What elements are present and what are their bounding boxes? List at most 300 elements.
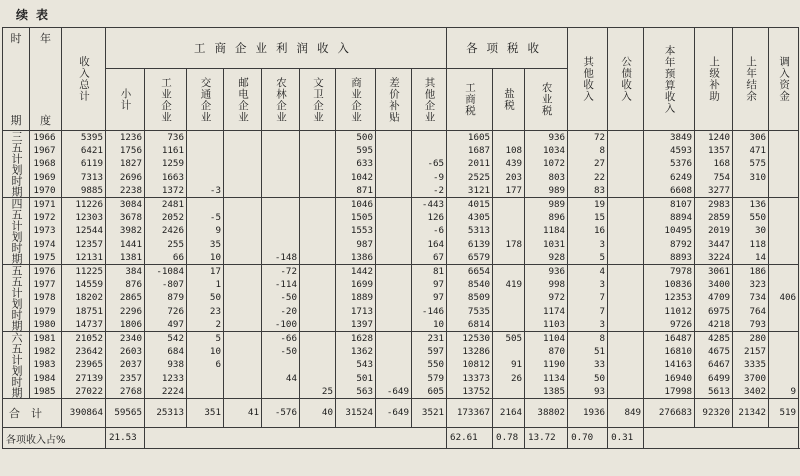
data-value: 186 xyxy=(749,266,767,278)
data-value: 2865 xyxy=(119,292,142,304)
data-value: 118 xyxy=(749,238,767,250)
data-value xyxy=(300,224,333,237)
data-value xyxy=(376,372,409,385)
data-value: 12353 xyxy=(664,292,693,304)
data-value xyxy=(493,345,522,358)
data-value: 12530 xyxy=(462,333,491,345)
data-value xyxy=(300,305,333,318)
data-value: 51 xyxy=(594,346,606,358)
header-year-top: 年 xyxy=(40,32,51,45)
data-value xyxy=(187,157,221,170)
data-value: 97 xyxy=(432,292,445,304)
data-value: 177 xyxy=(505,184,523,196)
data-value: 11226 xyxy=(75,199,103,211)
data-value xyxy=(608,332,641,345)
data-value: 1190 xyxy=(542,359,566,371)
data-value: 1372 xyxy=(161,184,184,196)
percent-row-label: 各项收入占% xyxy=(3,428,106,449)
data-value xyxy=(224,265,259,278)
data-value: 928 xyxy=(548,251,566,263)
data-value: 1072 xyxy=(542,158,566,170)
value-column-cell xyxy=(145,265,187,332)
value-column-cell xyxy=(695,198,733,265)
data-value: 595 xyxy=(356,145,373,157)
data-value: 16940 xyxy=(664,372,693,384)
data-value xyxy=(187,372,221,385)
period-label: 五五计划时期 xyxy=(3,265,30,332)
data-value: 10 xyxy=(432,318,445,330)
data-value xyxy=(376,211,409,224)
data-value: 1386 xyxy=(350,251,373,263)
data-value: 3 xyxy=(599,279,606,291)
data-value xyxy=(376,305,409,318)
data-value: -20 xyxy=(280,305,297,317)
value-column-cell xyxy=(145,131,187,198)
header-industry: 工业企业 xyxy=(145,69,187,131)
data-value: 280 xyxy=(749,333,767,345)
data-value: 497 xyxy=(167,318,184,330)
data-value: 736 xyxy=(167,132,184,144)
data-value: 542 xyxy=(167,333,184,345)
value-column-cell xyxy=(187,332,224,399)
data-value: 870 xyxy=(548,346,566,358)
data-value: 6139 xyxy=(467,238,491,250)
data-value: 734 xyxy=(749,292,767,304)
data-value: 501 xyxy=(356,372,373,384)
period-block xyxy=(3,265,799,332)
period-block xyxy=(3,198,799,265)
data-value xyxy=(376,184,409,197)
data-value: 3 xyxy=(599,318,606,330)
data-value xyxy=(262,144,297,157)
data-value: 14737 xyxy=(75,318,103,330)
data-value: -72 xyxy=(280,266,297,278)
total-cell: 59565 xyxy=(106,399,145,428)
data-value xyxy=(300,358,333,371)
value-column-cell xyxy=(447,131,493,198)
data-value: 5613 xyxy=(707,385,731,397)
data-value: 1442 xyxy=(350,266,373,278)
data-value: 1756 xyxy=(119,145,142,157)
data-value xyxy=(376,157,409,170)
period-label: 三五计划时期 xyxy=(3,131,30,198)
year-value: 1970 xyxy=(33,184,56,196)
data-value xyxy=(493,211,522,224)
percent-empty xyxy=(644,428,799,449)
data-value: 987 xyxy=(356,238,373,250)
data-value xyxy=(224,385,259,398)
header-total-revenue: 收入总计 xyxy=(62,28,106,131)
value-column-cell xyxy=(412,131,447,198)
header-transport: 交通企业 xyxy=(187,69,224,131)
data-value xyxy=(262,131,297,144)
data-value: -114 xyxy=(274,279,297,291)
data-value: 1031 xyxy=(542,238,566,250)
data-value xyxy=(608,171,641,184)
total-cell: 1936 xyxy=(568,399,608,428)
value-column-cell xyxy=(224,332,262,399)
value-column-cell xyxy=(412,198,447,265)
data-value xyxy=(224,318,259,331)
data-value: -649 xyxy=(386,385,409,397)
data-value xyxy=(769,144,796,157)
data-value: 8107 xyxy=(669,199,693,211)
value-column-cell xyxy=(733,332,769,399)
data-value xyxy=(262,184,297,197)
data-value xyxy=(493,224,522,237)
period-block xyxy=(3,131,799,198)
data-value xyxy=(300,171,333,184)
data-value xyxy=(300,251,333,264)
data-value xyxy=(224,171,259,184)
value-column-cell xyxy=(376,265,412,332)
data-value: 6608 xyxy=(669,184,693,196)
data-value: 4593 xyxy=(669,145,693,157)
data-value: 17998 xyxy=(664,385,693,397)
data-value xyxy=(376,291,409,304)
data-value xyxy=(493,198,522,211)
value-column-cell xyxy=(493,131,525,198)
data-value: 2696 xyxy=(119,171,142,183)
value-column-cell xyxy=(447,332,493,399)
value-column-cell xyxy=(300,332,336,399)
data-value: 1806 xyxy=(119,318,142,330)
data-value: 14163 xyxy=(664,359,693,371)
data-value: 419 xyxy=(505,279,523,291)
data-value xyxy=(733,184,766,197)
data-value xyxy=(300,131,333,144)
data-value: 108 xyxy=(505,145,523,157)
value-column-cell xyxy=(376,332,412,399)
data-value: 44 xyxy=(285,372,297,384)
data-value: 550 xyxy=(427,359,445,371)
data-value xyxy=(608,291,641,304)
data-value: 3277 xyxy=(707,184,731,196)
data-value: 1042 xyxy=(350,171,373,183)
value-column-cell xyxy=(608,198,644,265)
value-column-cell xyxy=(412,265,447,332)
data-value: 575 xyxy=(749,158,767,170)
data-value xyxy=(493,385,522,398)
data-value xyxy=(376,131,409,144)
data-value xyxy=(769,251,796,264)
value-column-cell xyxy=(695,332,733,399)
data-value xyxy=(300,198,333,211)
data-value: 896 xyxy=(548,212,566,224)
data-value: 27139 xyxy=(75,372,103,384)
data-value xyxy=(769,372,796,385)
data-value: 26 xyxy=(510,372,523,384)
total-cell: 21342 xyxy=(733,399,769,428)
value-column-cell xyxy=(733,198,769,265)
data-value: 793 xyxy=(749,318,767,330)
value-column-cell xyxy=(733,131,769,198)
data-value xyxy=(376,278,409,291)
data-value: 231 xyxy=(427,333,445,345)
data-value: -5 xyxy=(209,212,221,224)
data-value xyxy=(608,131,641,144)
data-value xyxy=(769,345,796,358)
total-cell: 519 xyxy=(769,399,799,428)
percent-cell: 0.78 xyxy=(493,428,525,449)
data-value xyxy=(224,251,259,264)
total-cell: 276683 xyxy=(644,399,695,428)
data-value xyxy=(608,211,641,224)
data-value: 4015 xyxy=(467,199,491,211)
data-value xyxy=(769,238,796,251)
data-value xyxy=(769,131,796,144)
data-value: -148 xyxy=(274,251,297,263)
data-value: 6 xyxy=(215,359,221,371)
data-value xyxy=(608,345,641,358)
data-value: 6579 xyxy=(467,251,491,263)
data-value: -9 xyxy=(432,171,445,183)
value-column-cell xyxy=(62,332,106,399)
data-value: 91 xyxy=(510,359,523,371)
header-year xyxy=(30,28,62,131)
data-value: 1357 xyxy=(707,145,731,157)
data-value xyxy=(608,198,641,211)
data-value: 8894 xyxy=(669,212,693,224)
data-value: 4 xyxy=(599,266,606,278)
header-period-top: 时 xyxy=(10,32,22,45)
value-column-cell xyxy=(224,198,262,265)
data-value xyxy=(608,224,641,237)
data-value xyxy=(187,385,221,398)
year-column-cell xyxy=(30,198,62,265)
data-value xyxy=(262,224,297,237)
value-column-cell xyxy=(336,131,376,198)
data-value: 3400 xyxy=(707,279,731,291)
data-value: 7313 xyxy=(80,171,103,183)
value-column-cell xyxy=(336,332,376,399)
data-value: 1505 xyxy=(350,212,373,224)
data-value: 803 xyxy=(548,171,566,183)
period-label: 四五计划时期 xyxy=(3,198,30,265)
value-column-cell xyxy=(769,198,799,265)
data-value xyxy=(608,144,641,157)
data-value: 3335 xyxy=(743,359,767,371)
table-caption: 续表 xyxy=(16,8,57,22)
value-column-cell xyxy=(262,265,300,332)
data-value: 1553 xyxy=(350,225,373,237)
data-value: 2603 xyxy=(119,346,142,358)
data-value: 2157 xyxy=(743,346,767,358)
data-value: 936 xyxy=(548,132,566,144)
data-value: -2 xyxy=(432,184,445,196)
data-value: 1259 xyxy=(161,158,184,170)
data-value: 3224 xyxy=(707,251,731,263)
data-value: 83 xyxy=(594,184,606,196)
data-value xyxy=(300,278,333,291)
data-value: -1084 xyxy=(156,266,184,278)
data-value: 1663 xyxy=(161,171,184,183)
data-value xyxy=(224,358,259,371)
data-value: 876 xyxy=(125,279,142,291)
data-value xyxy=(376,358,409,371)
data-value: 323 xyxy=(749,279,767,291)
data-value: 3447 xyxy=(707,238,731,250)
data-value: 563 xyxy=(356,385,373,397)
data-value xyxy=(300,372,333,385)
header-budget-income: 本年预算收入 xyxy=(644,28,695,131)
data-value: 66 xyxy=(172,251,184,263)
value-column-cell xyxy=(106,332,145,399)
data-value: 126 xyxy=(427,212,445,224)
year-value: 1980 xyxy=(33,318,56,330)
data-value: -50 xyxy=(280,292,297,304)
value-column-cell xyxy=(145,332,187,399)
year-value: 1982 xyxy=(33,346,56,358)
value-column-cell xyxy=(447,265,493,332)
header-commerce-tax: 工商税 xyxy=(447,69,493,131)
data-value xyxy=(224,238,259,251)
data-value: 597 xyxy=(427,346,445,358)
header-agriforest: 农林企业 xyxy=(262,69,300,131)
data-value: 684 xyxy=(167,346,184,358)
data-value: 10 xyxy=(209,251,221,263)
data-value: 14 xyxy=(755,251,767,263)
data-value: 2859 xyxy=(707,212,731,224)
data-value: 1134 xyxy=(542,372,566,384)
data-value xyxy=(769,358,796,371)
data-value: 5313 xyxy=(467,225,491,237)
year-value: 1976 xyxy=(33,266,56,278)
total-cell: 41 xyxy=(224,399,262,428)
data-value: 17 xyxy=(209,266,221,278)
data-value: 1713 xyxy=(350,305,373,317)
value-column-cell xyxy=(608,265,644,332)
value-column-cell xyxy=(106,131,145,198)
data-value: 989 xyxy=(548,184,566,196)
data-value: 21052 xyxy=(75,333,103,345)
year-value: 1978 xyxy=(33,292,56,304)
data-value: 10 xyxy=(209,346,221,358)
value-column-cell xyxy=(412,332,447,399)
value-column-cell xyxy=(525,198,568,265)
data-value: 12357 xyxy=(75,238,103,250)
data-value xyxy=(493,131,522,144)
value-column-cell xyxy=(769,131,799,198)
data-value: 1233 xyxy=(161,372,184,384)
data-value: 136 xyxy=(749,199,767,211)
data-value: 754 xyxy=(713,171,731,183)
data-value xyxy=(608,385,641,398)
data-value: -146 xyxy=(421,305,445,317)
value-column-cell xyxy=(106,198,145,265)
data-value xyxy=(608,305,641,318)
header-other-enterprise: 其他企业 xyxy=(412,69,447,131)
data-value: 1034 xyxy=(542,145,566,157)
data-value: 633 xyxy=(356,158,373,170)
data-value xyxy=(300,144,333,157)
data-value: 3084 xyxy=(119,199,142,211)
data-value: 764 xyxy=(749,305,767,317)
percent-cell: 21.53 xyxy=(106,428,145,449)
value-column-cell xyxy=(568,131,608,198)
percent-cell: 13.72 xyxy=(525,428,568,449)
year-value: 1966 xyxy=(33,132,56,144)
year-column-cell xyxy=(30,131,62,198)
data-value: 1046 xyxy=(350,199,373,211)
data-value: 255 xyxy=(167,238,184,250)
data-value: 1362 xyxy=(350,346,373,358)
data-value: 1687 xyxy=(467,145,491,157)
header-bond-income: 公债收入 xyxy=(608,28,644,131)
data-value: 879 xyxy=(167,292,184,304)
data-value xyxy=(224,131,259,144)
year-value: 1972 xyxy=(33,212,56,224)
data-value: 1103 xyxy=(542,318,566,330)
header-posttel: 邮电企业 xyxy=(224,69,262,131)
total-cell: 2164 xyxy=(493,399,525,428)
data-value xyxy=(608,238,641,251)
data-value: 93 xyxy=(594,385,606,397)
data-value: 9 xyxy=(215,225,221,237)
value-column-cell xyxy=(493,198,525,265)
value-column-cell xyxy=(300,198,336,265)
value-column-cell xyxy=(769,332,799,399)
data-value: 13373 xyxy=(462,372,491,384)
value-column-cell xyxy=(644,198,695,265)
header-superior-subsidy: 上级补助 xyxy=(695,28,733,131)
total-cell: -649 xyxy=(376,399,412,428)
value-column-cell xyxy=(187,265,224,332)
data-value xyxy=(376,318,409,331)
data-value: 13286 xyxy=(462,346,491,358)
data-value xyxy=(224,305,259,318)
data-value: 384 xyxy=(125,266,142,278)
value-column-cell xyxy=(262,332,300,399)
data-value: 936 xyxy=(548,266,566,278)
data-value: -807 xyxy=(161,279,184,291)
data-value xyxy=(769,184,796,197)
total-row-label: 合 计 xyxy=(3,399,62,428)
data-value: 9885 xyxy=(80,184,103,196)
data-value xyxy=(262,211,297,224)
data-value: 2 xyxy=(215,318,221,330)
data-value: 310 xyxy=(749,171,767,183)
data-value: 2525 xyxy=(467,171,491,183)
value-column-cell xyxy=(608,131,644,198)
value-column-cell xyxy=(300,131,336,198)
year-column-cell xyxy=(30,265,62,332)
header-agri-tax: 农业税 xyxy=(525,69,568,131)
data-value xyxy=(608,157,641,170)
year-value: 1985 xyxy=(33,385,56,397)
percent-cell: 0.31 xyxy=(608,428,644,449)
data-value: 50 xyxy=(594,372,606,384)
header-subtotal: 小计 xyxy=(106,69,145,131)
data-value: 3061 xyxy=(707,266,731,278)
value-column-cell xyxy=(644,265,695,332)
total-cell: 173367 xyxy=(447,399,493,428)
total-cell: 351 xyxy=(187,399,224,428)
data-value: 2019 xyxy=(707,225,731,237)
value-column-cell xyxy=(62,265,106,332)
percent-cell: 62.61 xyxy=(447,428,493,449)
data-value: 16 xyxy=(594,225,606,237)
data-value xyxy=(224,372,259,385)
data-value: 2037 xyxy=(119,359,142,371)
data-value xyxy=(300,291,333,304)
data-value xyxy=(300,318,333,331)
data-value: 5395 xyxy=(80,132,103,144)
data-value xyxy=(608,358,641,371)
data-value xyxy=(262,171,297,184)
data-value xyxy=(224,198,259,211)
data-value xyxy=(608,278,641,291)
